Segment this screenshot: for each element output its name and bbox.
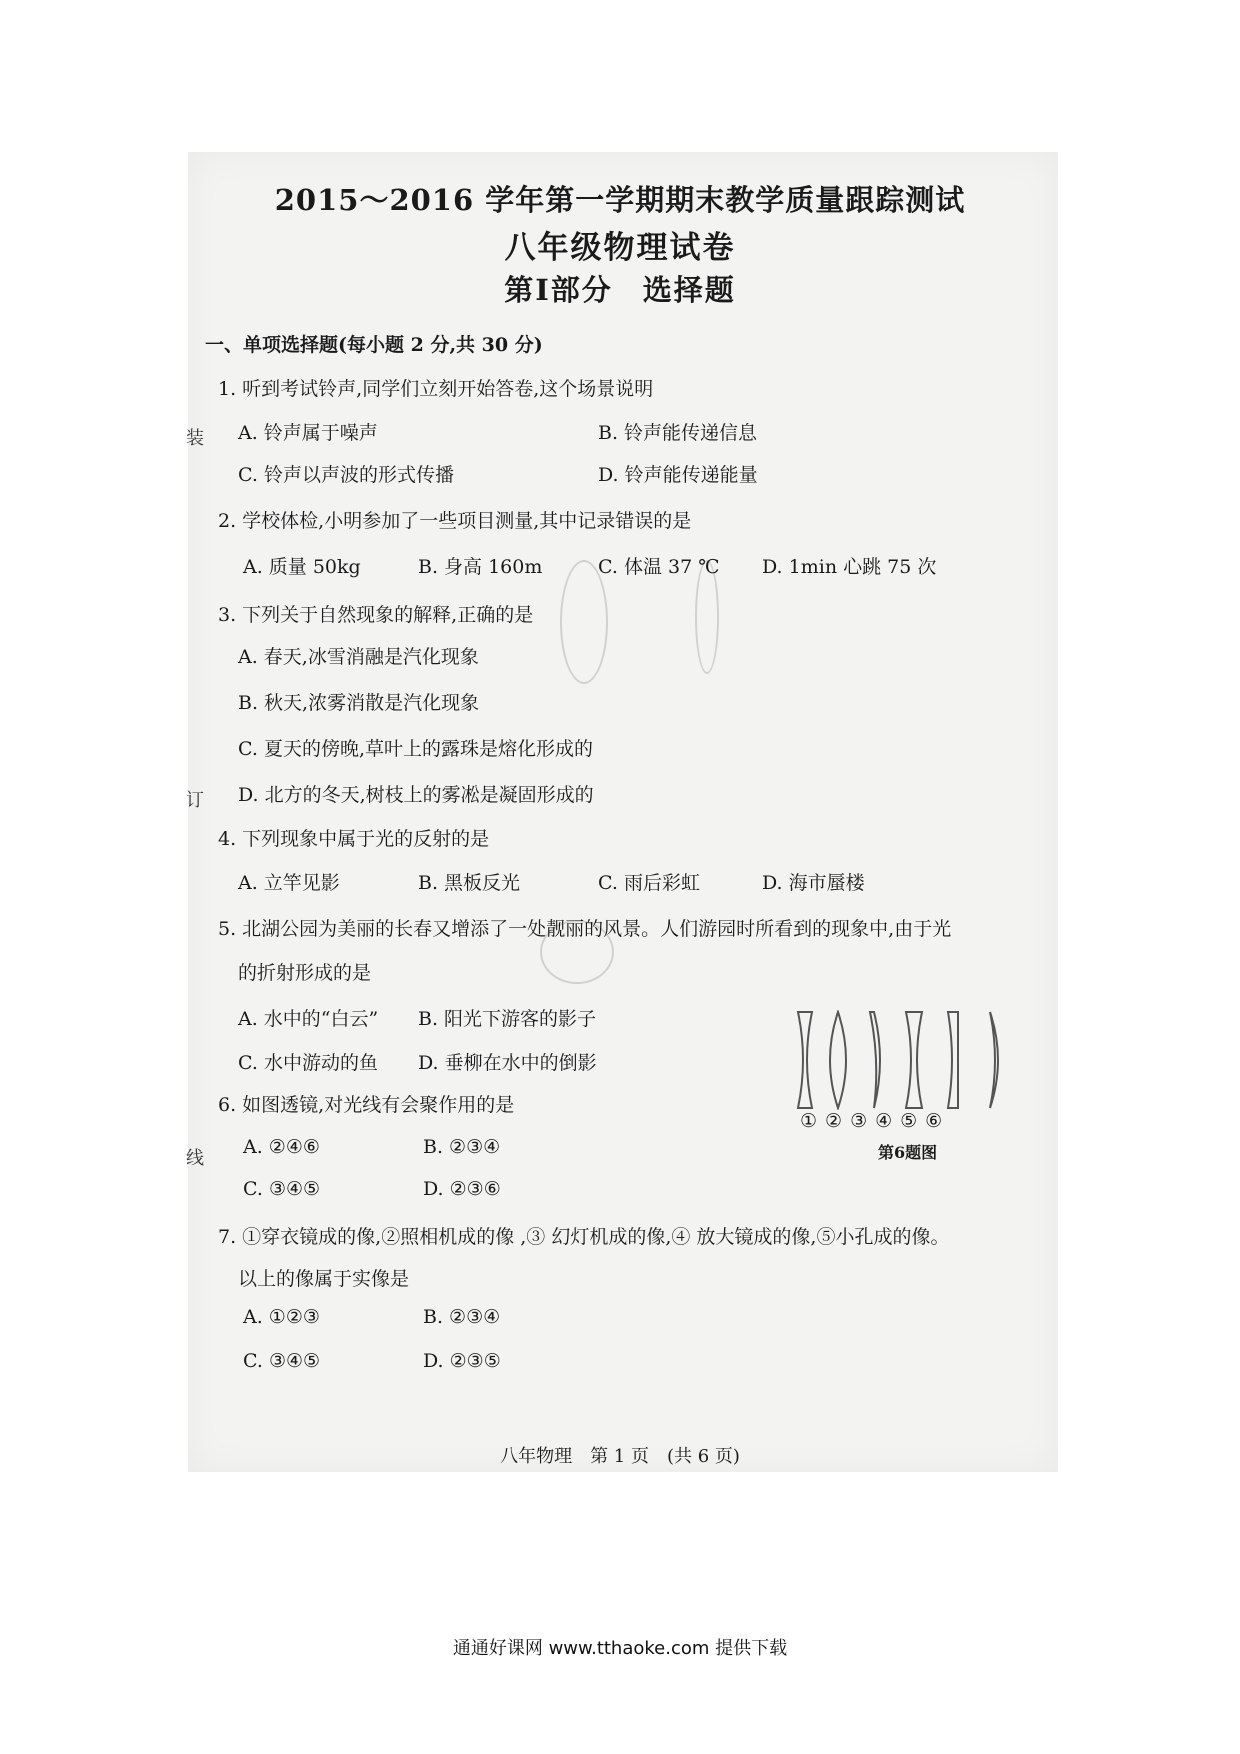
binding-margin-char: 装 [186,428,204,449]
lens-6-shape [990,1012,998,1108]
question-stem: 7. ①穿衣镜成的像,②照相机成的像 ,③ 幻灯机成的像,④ 放大镜成的像,⑤小孔成的像。 [218,1226,950,1248]
answer-option: C. ③④⑤ [243,1178,321,1200]
answer-option: B. 阳光下游客的影子 [418,1008,597,1030]
lens-2-shape [830,1012,846,1108]
answer-option: C. 铃声以声波的形式传播 [238,464,454,486]
answer-option: A. ①②③ [243,1306,320,1328]
page-footer: 八年物理 第 1 页 (共 6 页) [500,1446,740,1467]
answer-option: D. 北方的冬天,树枝上的雾凇是凝固形成的 [238,784,594,806]
answer-option: B. 秋天,浓雾消散是汽化现象 [238,692,480,714]
answer-option: A. 铃声属于噪声 [238,422,378,444]
question-stem-continued: 以上的像属于实像是 [238,1268,410,1290]
paper-title: 八年级物理试卷 [504,230,736,266]
answer-option: C. 水中游动的鱼 [238,1052,378,1074]
download-note: 通通好课网 www.tthaoke.com 提供下载 [452,1638,788,1659]
exam-title: 2015～2016 学年第一学期期末教学质量跟踪测试 [274,183,966,217]
question-stem-continued: 的折射形成的是 [238,962,372,984]
lens-numbers: ①②③④⑤⑥ [800,1110,951,1132]
lens-3-shape [870,1012,880,1108]
answer-option: A. 春天,冰雪消融是汽化现象 [238,646,479,668]
answer-option: B. 铃声能传递信息 [598,422,758,444]
answer-option: A. ②④⑥ [243,1136,320,1158]
part-title [0,268,1240,309]
figure-caption: 第6题图 [878,1143,938,1162]
question-stem: 3. 下列关于自然现象的解释,正确的是 [218,604,534,626]
part-name: 选择题 [642,273,736,307]
lens-1-shape [798,1012,812,1108]
answer-option: C. 体温 37 ℃ [598,556,720,578]
section-heading: 一、单项选择题(每小题 2 分,共 30 分) [205,334,543,356]
answer-option: C. ③④⑤ [243,1350,321,1372]
answer-option: D. 海市蜃楼 [762,872,865,894]
answer-option: D. ②③⑥ [423,1178,501,1200]
lens-figure [790,1010,1010,1110]
answer-option: C. 雨后彩虹 [598,872,700,894]
lens-5-shape [948,1012,958,1108]
answer-option: B. 黑板反光 [418,872,521,894]
answer-option: C. 夏天的傍晚,草叶上的露珠是熔化形成的 [238,738,593,760]
lens-4-shape [906,1012,922,1108]
answer-option: A. 立竿见影 [238,872,340,894]
answer-option: D. 垂柳在水中的倒影 [418,1052,597,1074]
answer-option: A. 水中的“白云” [238,1008,379,1030]
part-label: 第Ⅰ部分 [504,273,613,307]
answer-option: A. 质量 50kg [243,556,361,578]
question-stem: 5. 北湖公园为美丽的长春又增添了一处靓丽的风景。人们游园时所看到的现象中,由于光 [218,918,952,940]
question-stem: 4. 下列现象中属于光的反射的是 [218,828,490,850]
answer-option: B. ②③④ [423,1136,501,1158]
answer-option: D. ②③⑤ [423,1350,501,1372]
binding-margin-char: 订 [186,790,204,811]
question-stem: 1. 听到考试铃声,同学们立刻开始答卷,这个场景说明 [218,378,654,400]
answer-option: B. ②③④ [423,1306,501,1328]
answer-option: B. 身高 160m [418,556,543,578]
binding-margin-char: 线 [186,1148,204,1169]
question-stem: 2. 学校体检,小明参加了一些项目测量,其中记录错误的是 [218,510,692,532]
answer-option: D. 1min 心跳 75 次 [762,556,937,578]
question-stem: 6. 如图透镜,对光线有会聚作用的是 [218,1094,515,1116]
answer-option: D. 铃声能传递能量 [598,464,758,486]
